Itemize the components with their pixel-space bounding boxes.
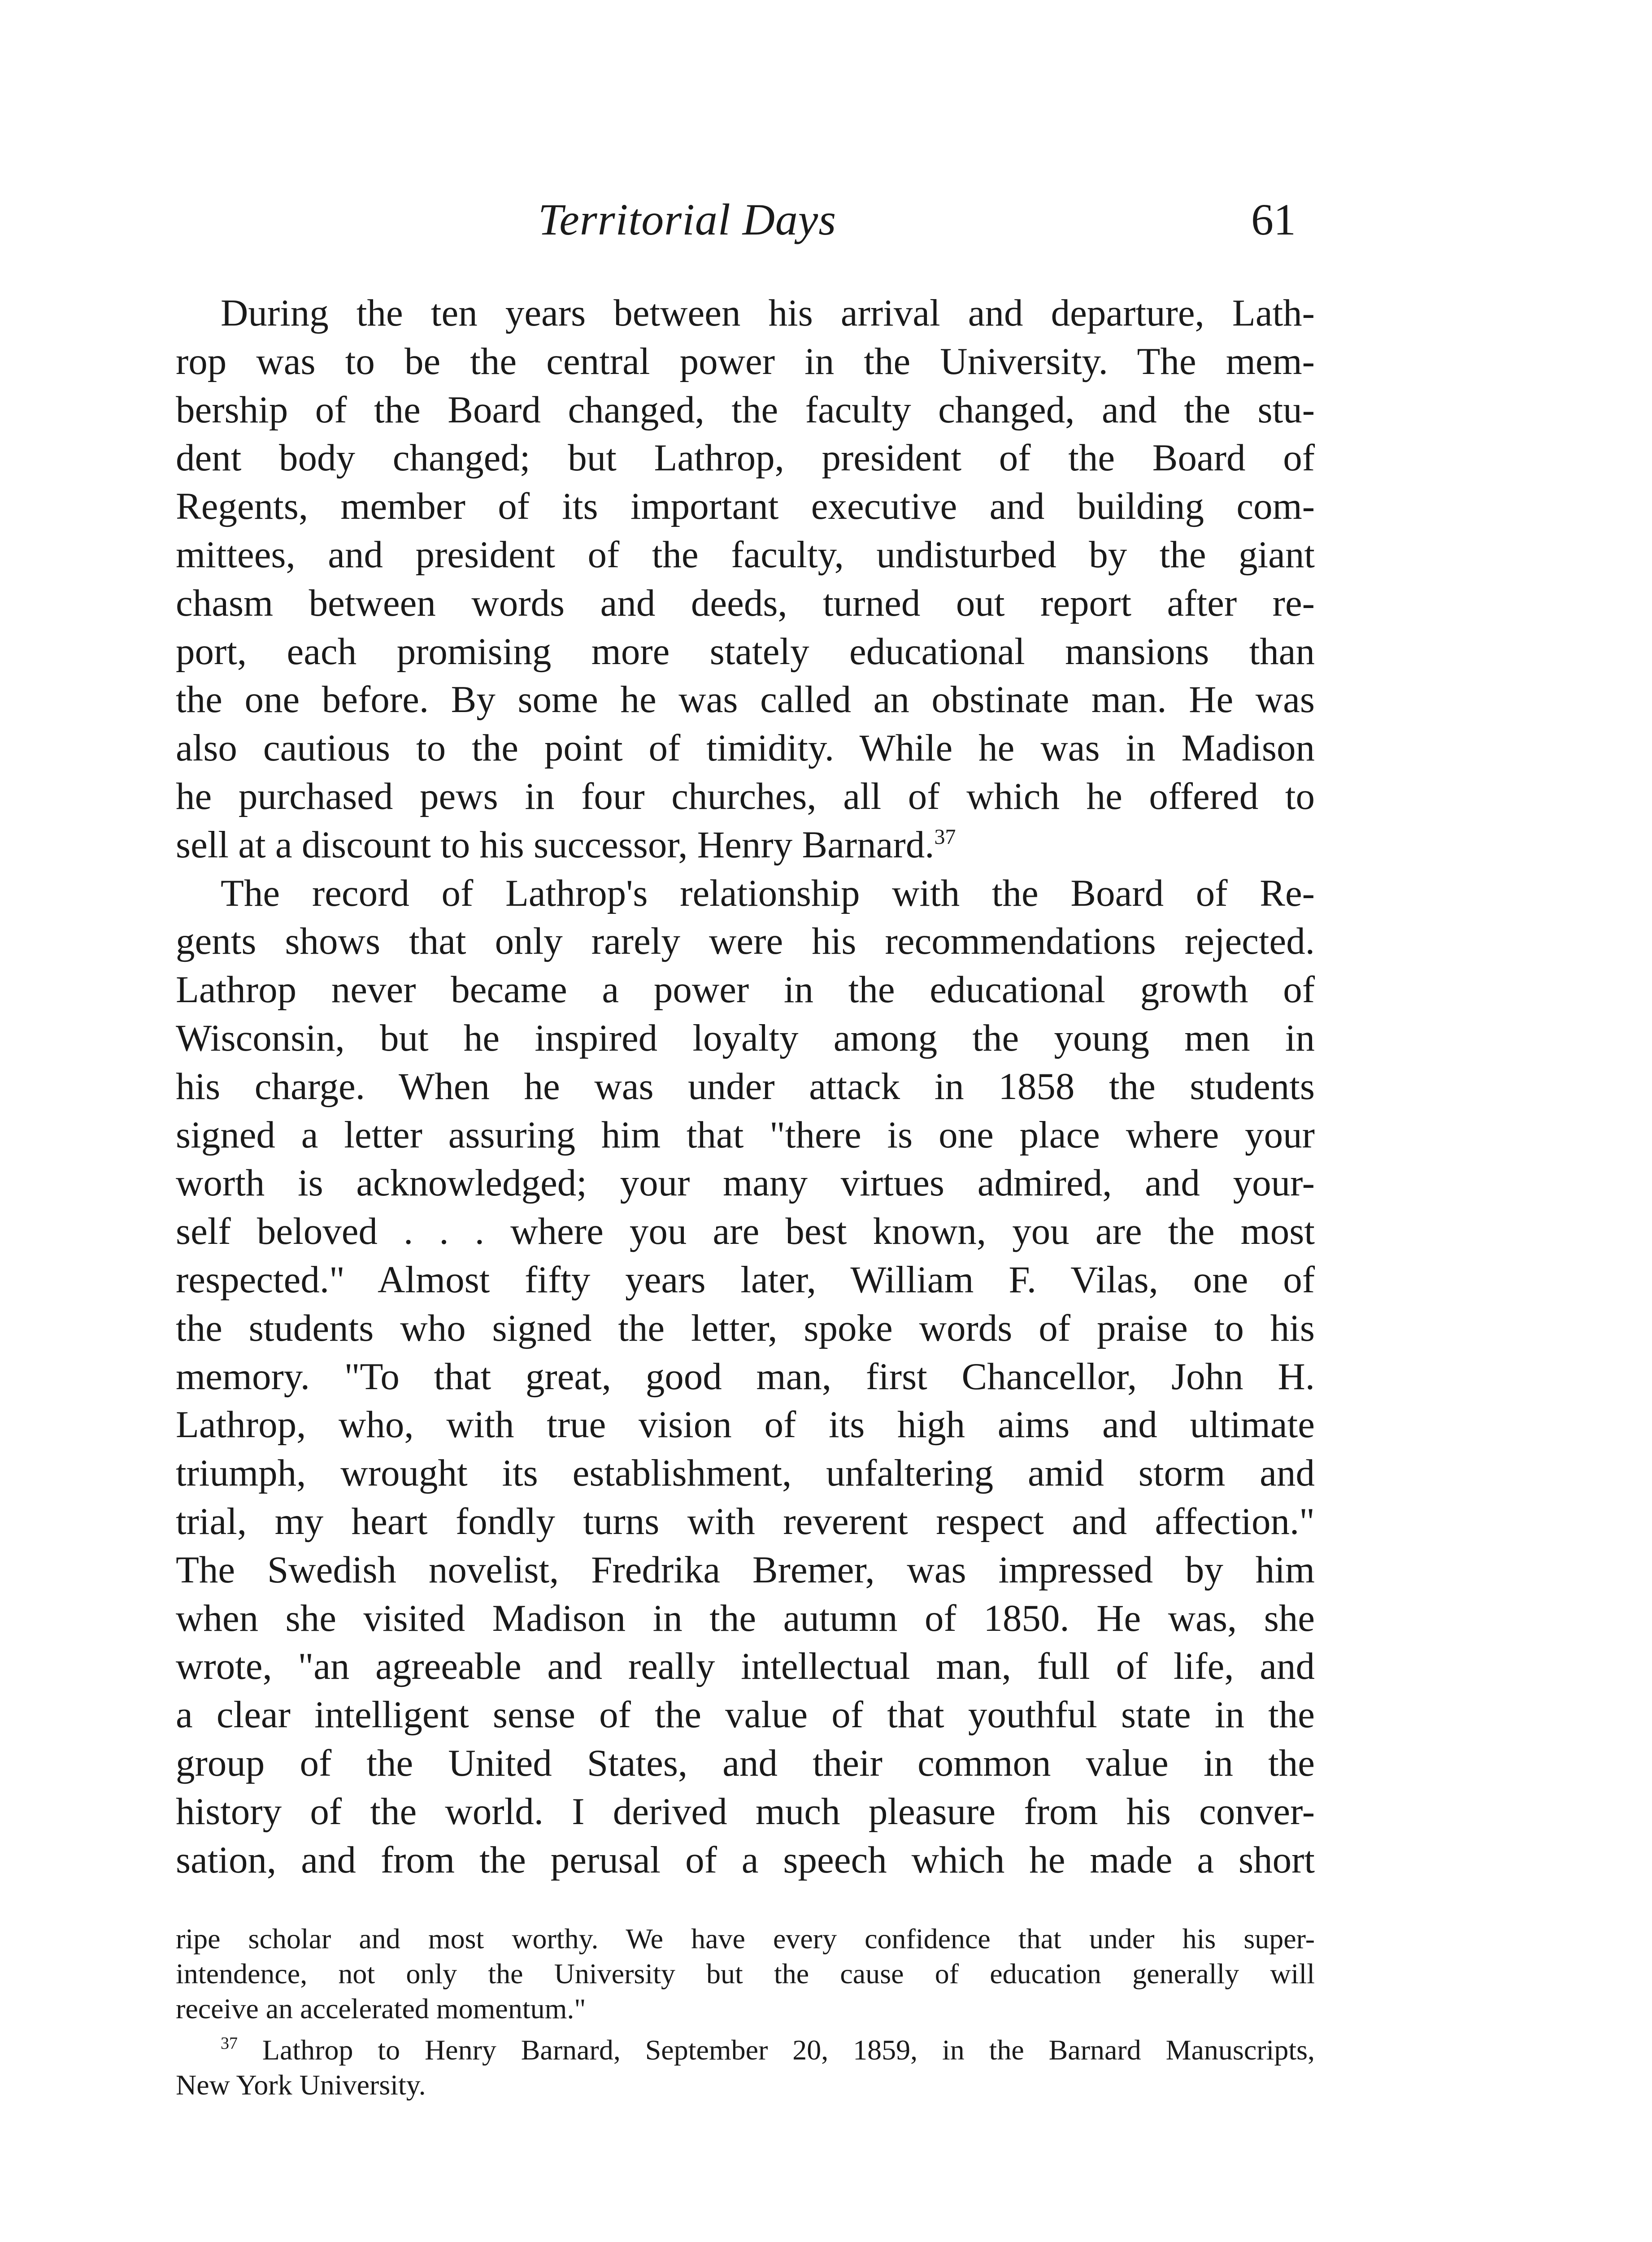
text-line: the students who signed the letter, spoke words of praise to his bbox=[176, 1307, 1315, 1349]
text-line: chasm between words and deeds, turned out report after re- bbox=[176, 582, 1315, 624]
footnote-line: receive an accelerated momentum." bbox=[176, 1993, 586, 2025]
footnote-reference: 37 bbox=[934, 825, 956, 849]
text-line: memory. "To that great, good man, first Chancellor, John H. bbox=[176, 1355, 1315, 1398]
text-line: history of the world. I derived much pleasure from his conver- bbox=[176, 1790, 1315, 1833]
text-line: group of the United States, and their common value in the bbox=[176, 1742, 1315, 1784]
text-line: During the ten years between his arrival and departure, Lath- bbox=[221, 292, 1315, 334]
text-line: self beloved . . . where you are best known, you are the most bbox=[176, 1210, 1315, 1253]
text-line: Wisconsin, but he inspired loyalty among the young men in bbox=[176, 1017, 1315, 1059]
text-line: rop was to be the central power in the University. The mem- bbox=[176, 340, 1315, 382]
text-line: Regents, member of its important executive and building com- bbox=[176, 485, 1315, 528]
page-number: 61 bbox=[1251, 195, 1296, 244]
footnote-mark: 37 bbox=[221, 2034, 238, 2053]
text-line: when she visited Madison in the autumn of 1850. He was, she bbox=[176, 1597, 1315, 1639]
running-head-title: Territorial Days bbox=[538, 195, 837, 244]
text-line: respected." Almost fifty years later, William F. Vilas, one of bbox=[176, 1258, 1315, 1301]
text-line: he purchased pews in four churches, all of which he offered to bbox=[176, 775, 1315, 817]
text-line: triumph, wrought its establishment, unfaltering amid storm and bbox=[176, 1452, 1315, 1495]
text-line: The Swedish novelist, Fredrika Bremer, was impressed by him bbox=[176, 1548, 1315, 1591]
text-line: his charge. When he was under attack in 1858 the students bbox=[176, 1065, 1315, 1108]
text-line: bership of the Board changed, the faculty changed, and the stu- bbox=[176, 388, 1315, 431]
footnote-line: New York University. bbox=[176, 2069, 426, 2101]
text-line: worth is acknowledged; your many virtues admired, and your- bbox=[176, 1162, 1315, 1204]
footnote-line: ripe scholar and most worthy. We have every confidence that under his super- bbox=[176, 1923, 1315, 1955]
text-line-content: sell at a discount to his successor, Henry Barnard. bbox=[176, 823, 935, 866]
text-line: signed a letter assuring him that "there is one place where your bbox=[176, 1113, 1315, 1156]
text-line: sation, and from the perusal of a speech which he made a short bbox=[176, 1838, 1315, 1881]
text-line: wrote, "an agreeable and really intellectual man, full of life, and bbox=[176, 1645, 1315, 1688]
footnotes bbox=[176, 1921, 1315, 2103]
text-line: a clear intelligent sense of the value of that youthful state in the bbox=[176, 1694, 1315, 1736]
text-line: gents shows that only rarely were his recommendations rejected. bbox=[176, 920, 1315, 963]
footnote-37 bbox=[176, 2033, 1315, 2068]
text-line bbox=[176, 821, 1315, 869]
text-line: Lathrop never became a power in the educational growth of bbox=[176, 969, 1315, 1011]
footnote-line-content: Lathrop to Henry Barnard, September 20, 1859, in the Barnard Manuscripts, bbox=[262, 2034, 1315, 2066]
text-line: dent body changed; but Lathrop, president of the Board of bbox=[176, 437, 1315, 479]
text-line: Lathrop, who, with true vision of its high aims and ultimate bbox=[176, 1403, 1315, 1446]
footnote-line: intendence, not only the University but the cause of education generally will bbox=[176, 1958, 1315, 1990]
text-line: also cautious to the point of timidity. While he was in Madison bbox=[176, 727, 1315, 769]
text-line: trial, my heart fondly turns with reverent respect and affection." bbox=[176, 1500, 1315, 1542]
body-text bbox=[176, 289, 1315, 1884]
text-line: port, each promising more stately educational mansions than bbox=[176, 630, 1315, 673]
text-line: mittees, and president of the faculty, undisturbed by the giant bbox=[176, 533, 1315, 576]
text-line: the one before. By some he was called an obstinate man. He was bbox=[176, 678, 1315, 721]
text-line: The record of Lathrop's relationship with the Board of Re- bbox=[221, 872, 1315, 914]
